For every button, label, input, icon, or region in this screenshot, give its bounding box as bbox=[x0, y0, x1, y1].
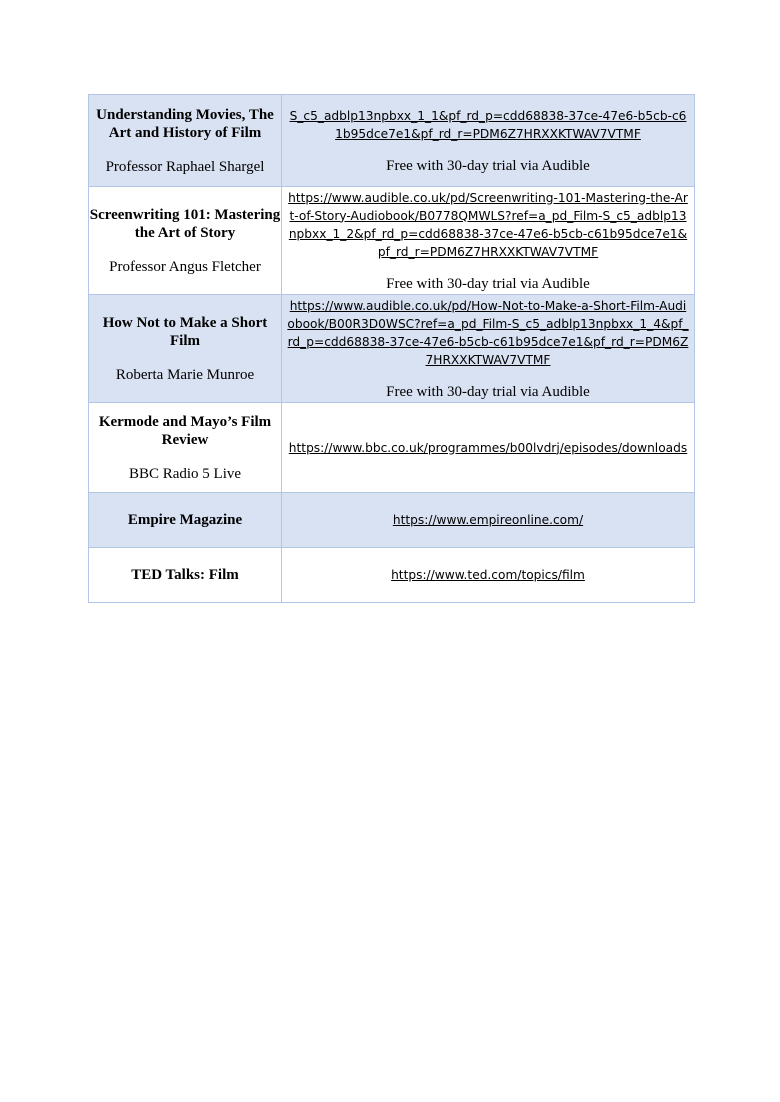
table-row bbox=[89, 187, 695, 295]
resource-link[interactable]: S_c5_adblp13npbxx_1_1&pf_rd_p=cdd68838-37ce-47e6-b5cb-c61b95dce7e1&pf_rd_r=PDM6Z7HRXXKTWAV7VTMF bbox=[289, 108, 687, 141]
resource-link[interactable]: https://www.audible.co.uk/pd/Screenwriting-101-Mastering-the-Art-of-Story-Audiobook/B0778QMWLS?ref=a_pd_Film-S_c5_adblp13npbxx_1_2&pf_rd_p=cdd68838-37ce-47e6-b5cb-c61b95dce7e1&pf_rd_r=PDM6Z7HRXXKTWAV7VTMF bbox=[288, 190, 688, 259]
resource-title-cell bbox=[89, 187, 282, 295]
resource-offer: Free with 30-day trial via Audible bbox=[386, 275, 590, 292]
resource-link-cell bbox=[282, 493, 695, 548]
resource-link-cell bbox=[282, 295, 695, 403]
table-row bbox=[89, 493, 695, 548]
resource-offer: Free with 30-day trial via Audible bbox=[386, 383, 590, 400]
resource-author: Professor Raphael Shargel bbox=[105, 158, 265, 175]
resource-title: Understanding Movies, The Art and History of Film bbox=[96, 106, 274, 141]
resource-title-cell bbox=[89, 403, 282, 493]
resource-title: Empire Magazine bbox=[127, 512, 243, 528]
resource-author: Professor Angus Fletcher bbox=[109, 258, 261, 275]
resource-title-cell bbox=[89, 295, 282, 403]
table-row bbox=[89, 95, 695, 187]
resource-link-cell bbox=[282, 95, 695, 187]
resource-title: Kermode and Mayo’s Film Review bbox=[98, 413, 272, 448]
resource-title-cell bbox=[89, 548, 282, 603]
resource-title: How Not to Make a Short Film bbox=[102, 314, 268, 349]
resource-link-cell bbox=[282, 187, 695, 295]
resource-title: TED Talks: Film bbox=[131, 567, 239, 583]
resource-title-cell bbox=[89, 493, 282, 548]
resource-link-cell bbox=[282, 548, 695, 603]
resource-link[interactable]: https://www.audible.co.uk/pd/How-Not-to-Make-a-Short-Film-Audiobook/B00R3D0WSC?ref=a_pd_Film-S_c5_adblp13npbxx_1_4&pf_rd_p=cdd68838-37ce-47e6-b5cb-c61b95dce7e1&pf_rd_r=PDM6Z7HRXXKTWAV7VTMF bbox=[287, 298, 689, 367]
resource-title: Screenwriting 101: Mastering the Art of Story bbox=[89, 206, 281, 241]
resources-table bbox=[88, 94, 695, 603]
resource-link[interactable]: https://www.empireonline.com/ bbox=[392, 513, 584, 527]
table-row bbox=[89, 295, 695, 403]
resource-offer: Free with 30-day trial via Audible bbox=[386, 157, 590, 174]
table-row bbox=[89, 548, 695, 603]
resource-author: BBC Radio 5 Live bbox=[128, 465, 242, 482]
table-row bbox=[89, 403, 695, 493]
resource-link-cell bbox=[282, 403, 695, 493]
resource-author: Roberta Marie Munroe bbox=[115, 366, 255, 383]
resource-title-cell bbox=[89, 95, 282, 187]
resource-link[interactable]: https://www.bbc.co.uk/programmes/b00lvdrj/episodes/downloads bbox=[288, 440, 688, 455]
resource-link[interactable]: https://www.ted.com/topics/film bbox=[391, 568, 585, 582]
